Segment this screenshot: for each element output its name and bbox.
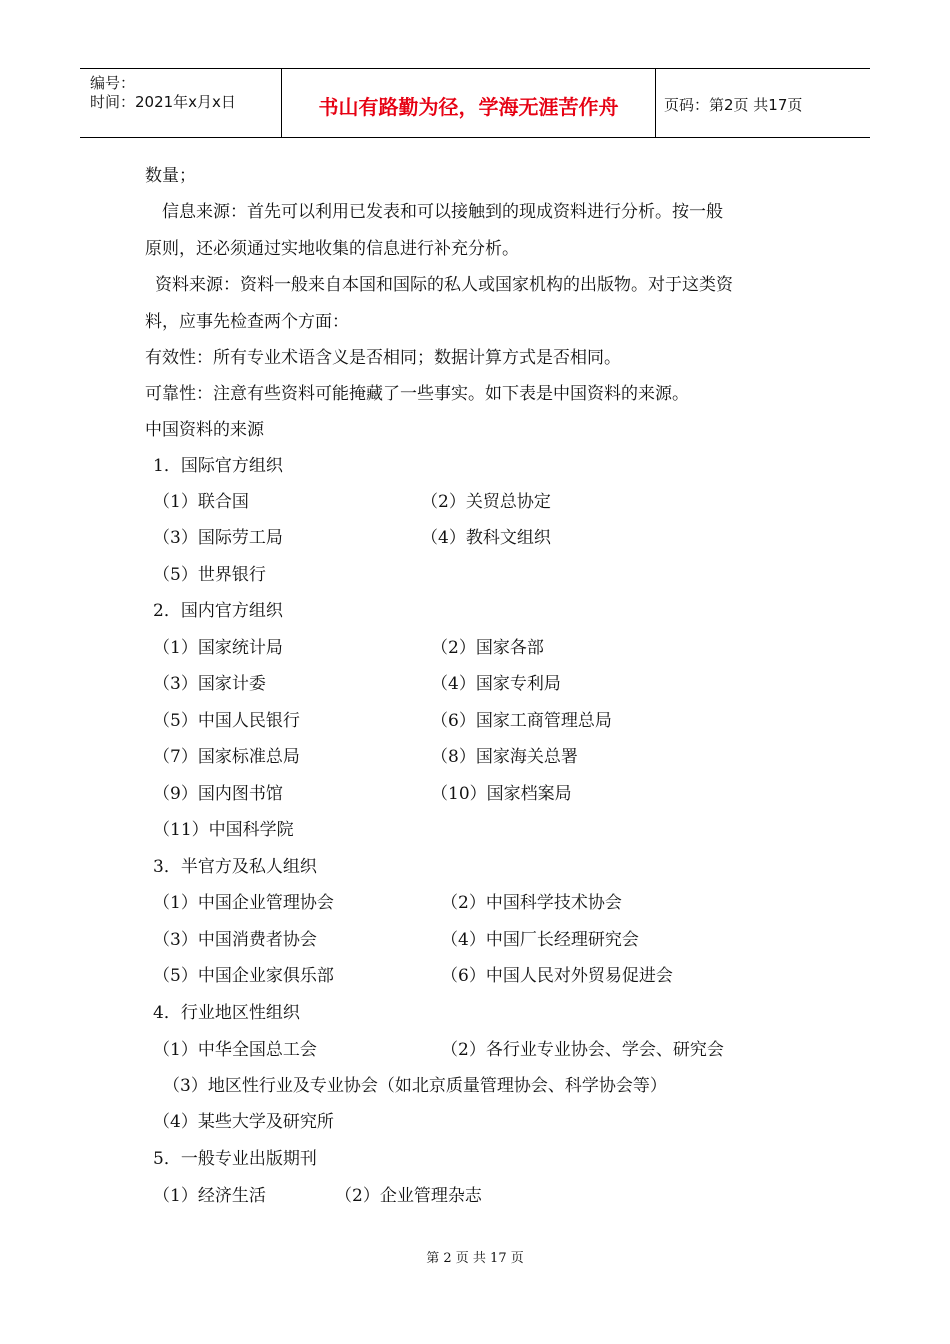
document-date: 时间：2021年x月x日 — [90, 93, 236, 111]
list-heading: 2．国内官方组织 — [153, 601, 283, 621]
list-item: （6）中国人民对外贸易促进会 — [441, 966, 673, 986]
list-item: （1）中国企业管理协会 — [153, 893, 334, 913]
list-item: （6）国家工商管理总局 — [431, 711, 612, 731]
list-heading: 5．一般专业出版期刊 — [153, 1149, 317, 1169]
list-item: （2）企业管理杂志 — [335, 1186, 482, 1206]
list-item: （1）经济生活 — [153, 1186, 266, 1206]
document-number-label: 编号： — [90, 74, 136, 92]
paragraph-line: 可靠性：注意有些资料可能掩藏了一些事实。如下表是中国资料的来源。 — [145, 384, 689, 404]
list-item: （1）中华全国总工会 — [153, 1040, 317, 1060]
paragraph-line: 数量； — [145, 166, 196, 186]
paragraph-line: 料，应事先检查两个方面： — [145, 312, 349, 332]
list-heading: 1．国际官方组织 — [153, 456, 283, 476]
list-item: （3）国际劳工局 — [153, 528, 283, 548]
list-item: （5）中国企业家俱乐部 — [153, 966, 334, 986]
list-heading: 3．半官方及私人组织 — [153, 857, 317, 877]
list-item: （11）中国科学院 — [153, 820, 294, 840]
list-item: （3）中国消费者协会 — [153, 930, 317, 950]
paragraph-line: 原则，还必须通过实地收集的信息进行补充分析。 — [145, 239, 519, 259]
list-item: （2）国家各部 — [431, 638, 544, 658]
list-item: （4）中国厂长经理研究会 — [441, 930, 639, 950]
list-item: （3）地区性行业及专业协会（如北京质量管理协会、科学协会等） — [163, 1076, 667, 1096]
page-footer: 第 2 页 共 17 页 — [426, 1251, 524, 1266]
paragraph-line: 信息来源：首先可以利用已发表和可以接触到的现成资料进行分析。按一般 — [162, 202, 723, 222]
list-item: （9）国内图书馆 — [153, 784, 283, 804]
list-item: （5）中国人民银行 — [153, 711, 300, 731]
list-item: （8）国家海关总署 — [431, 747, 578, 767]
list-item: （10）国家档案局 — [431, 784, 572, 804]
list-item: （1）联合国 — [153, 492, 249, 512]
list-item: （4）某些大学及研究所 — [153, 1112, 334, 1132]
page-info: 页码：第2页 共17页 — [664, 96, 803, 114]
header-meta-cell — [80, 69, 281, 137]
list-item: （2）各行业专业协会、学会、研究会 — [441, 1040, 724, 1060]
list-item: （7）国家标准总局 — [153, 747, 300, 767]
list-item: （5）世界银行 — [153, 565, 266, 585]
list-item: （1）国家统计局 — [153, 638, 283, 658]
list-heading: 4．行业地区性组织 — [153, 1003, 300, 1023]
header-table — [80, 68, 870, 138]
list-item: （4）教科文组织 — [421, 528, 551, 548]
paragraph-line: 有效性：所有专业术语含义是否相同；数据计算方式是否相同。 — [145, 348, 621, 368]
header-page-cell — [655, 69, 870, 137]
motto: 书山有路勤为径，学海无涯苦作舟 — [318, 95, 619, 119]
list-item: （2）关贸总协定 — [421, 492, 551, 512]
list-item: （3）国家计委 — [153, 674, 266, 694]
section-heading: 中国资料的来源 — [145, 420, 264, 440]
list-item: （2）中国科学技术协会 — [441, 893, 622, 913]
paragraph-line: 资料来源：资料一般来自本国和国际的私人或国家机构的出版物。对于这类资 — [155, 275, 733, 295]
list-item: （4）国家专利局 — [431, 674, 561, 694]
header-motto-cell — [281, 69, 656, 137]
